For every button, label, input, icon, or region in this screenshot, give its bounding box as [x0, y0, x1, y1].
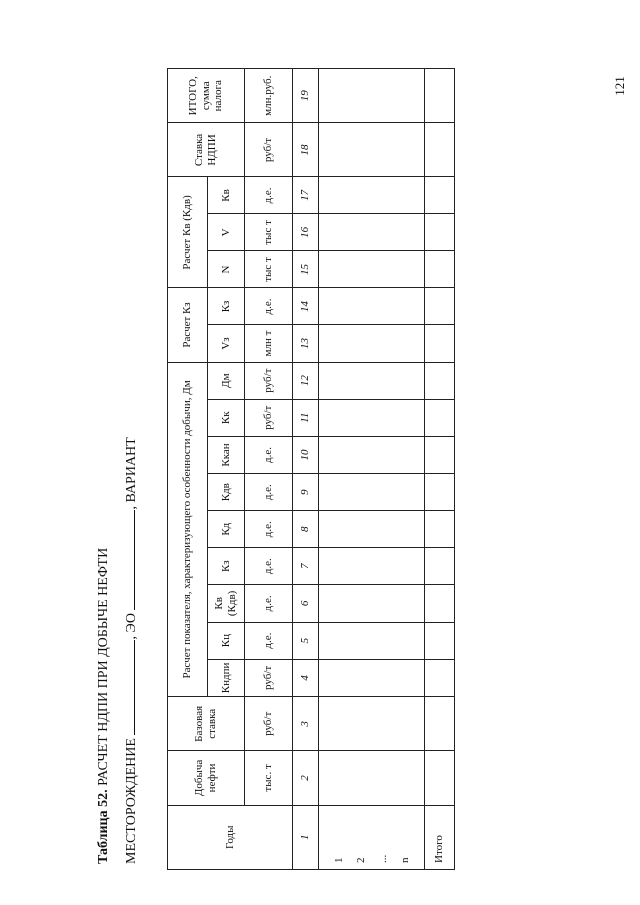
- unit-cell: д.е.: [245, 511, 293, 548]
- empty-cell: [319, 177, 425, 214]
- subheader-kndpi: Кндпи: [208, 659, 245, 697]
- deposit-label: МЕСТОРОЖДЕНИЕ: [124, 738, 139, 864]
- unit-cell: д.е.: [245, 288, 293, 325]
- column-number: 19: [293, 69, 319, 124]
- empty-cell: [425, 325, 455, 362]
- ndpi-table: [167, 68, 455, 870]
- unit-cell: д.е.: [245, 585, 293, 622]
- unit-cell: д.е.: [245, 436, 293, 473]
- subheader-dm: Дм: [208, 362, 245, 399]
- rotated-page-content: [86, 68, 498, 878]
- unit-cell: руб/т: [245, 123, 293, 177]
- column-number: 7: [293, 548, 319, 585]
- empty-cell: [319, 362, 425, 399]
- empty-cell: [319, 251, 425, 288]
- column-number: 6: [293, 585, 319, 622]
- empty-cell: [425, 436, 455, 473]
- empty-cell: [425, 362, 455, 399]
- column-number: 15: [293, 251, 319, 288]
- empty-cell: [425, 177, 455, 214]
- unit-cell: тыс. т: [245, 751, 293, 805]
- subheader-kz: Кз: [208, 548, 245, 585]
- table-caption: [96, 548, 112, 864]
- unit-cell: тыс т: [245, 251, 293, 288]
- column-number: 12: [293, 362, 319, 399]
- empty-cell: [319, 325, 425, 362]
- empty-cell: [425, 511, 455, 548]
- empty-cell: [319, 622, 425, 659]
- empty-cell: [319, 697, 425, 751]
- subheader-kdv: Кдв: [208, 474, 245, 511]
- subheader-vz: Vз: [208, 325, 245, 362]
- deposit-blank-line: [122, 640, 135, 735]
- empty-cell: [319, 399, 425, 436]
- year-row-label: 1: [332, 857, 345, 863]
- column-number: 17: [293, 177, 319, 214]
- unit-cell: тыс т: [245, 214, 293, 251]
- empty-cell: [425, 399, 455, 436]
- year-row-label: ...: [376, 854, 389, 863]
- subheader-kd: Кд: [208, 511, 245, 548]
- table-caption-title: РАСЧЕТ НДПИ ПРИ ДОБЫЧЕ НЕФТИ: [96, 547, 111, 790]
- empty-cell: [319, 436, 425, 473]
- unit-cell: руб/т: [245, 659, 293, 697]
- unit-cell: д.е.: [245, 548, 293, 585]
- header-years: Годы: [168, 805, 293, 869]
- empty-cell: [319, 69, 425, 124]
- unit-cell: млн т: [245, 325, 293, 362]
- empty-cell: [319, 288, 425, 325]
- empty-cell: [319, 751, 425, 805]
- empty-cell: [319, 585, 425, 622]
- column-number: 8: [293, 511, 319, 548]
- empty-cell: [319, 511, 425, 548]
- unit-cell: д.е.: [245, 177, 293, 214]
- subheader-v: V: [208, 214, 245, 251]
- year-rows-labels: [319, 805, 425, 869]
- column-number: 9: [293, 474, 319, 511]
- empty-cell: [425, 622, 455, 659]
- variant-label: , ВАРИАНТ: [124, 437, 139, 510]
- subheader-kc: Кц: [208, 622, 245, 659]
- empty-cell: [425, 585, 455, 622]
- total-row-label: Итого: [425, 805, 455, 869]
- unit-cell: д.е.: [245, 622, 293, 659]
- header-kz-group: Расчет Кз: [168, 288, 208, 362]
- header-dm-group: Расчет показателя, характеризующего особенности добычи, Дм: [168, 362, 208, 697]
- unit-cell: млн.руб.: [245, 69, 293, 124]
- empty-cell: [319, 548, 425, 585]
- empty-cell: [425, 69, 455, 124]
- table-caption-number: Таблица 52.: [96, 789, 111, 864]
- empty-cell: [425, 251, 455, 288]
- header-kv-group: Расчет Кв (Кдв): [168, 177, 208, 288]
- header-ndpi-rate: Ставка НДПИ: [168, 123, 245, 177]
- eo-blank-line: [122, 510, 135, 610]
- subheader-kkan: Ккан: [208, 436, 245, 473]
- year-row-label: n: [398, 857, 411, 863]
- empty-cell: [425, 214, 455, 251]
- empty-cell: [425, 751, 455, 805]
- column-number: 1: [293, 805, 319, 869]
- column-number: 10: [293, 436, 319, 473]
- empty-cell: [319, 123, 425, 177]
- column-number: 14: [293, 288, 319, 325]
- column-number: 3: [293, 697, 319, 751]
- subheader-kv-kdv: Кв (Кдв): [208, 585, 245, 622]
- column-number: 16: [293, 214, 319, 251]
- year-row-label: 2: [354, 857, 367, 863]
- empty-cell: [425, 548, 455, 585]
- empty-cell: [425, 474, 455, 511]
- unit-cell: руб/т: [245, 362, 293, 399]
- eo-label: , ЭО: [124, 613, 139, 640]
- subheader-kv: Кв: [208, 177, 245, 214]
- unit-cell: руб/т: [245, 399, 293, 436]
- header-total-tax: ИТОГО, сумма налога: [168, 69, 245, 124]
- column-number: 2: [293, 751, 319, 805]
- empty-cell: [425, 697, 455, 751]
- empty-cell: [425, 123, 455, 177]
- subheader-kk: Кк: [208, 399, 245, 436]
- column-number: 11: [293, 399, 319, 436]
- empty-cell: [319, 474, 425, 511]
- empty-cell: [425, 659, 455, 697]
- subheader-kz-calc: Кз: [208, 288, 245, 325]
- empty-cell: [319, 214, 425, 251]
- column-number: 13: [293, 325, 319, 362]
- table-subcaption: [122, 437, 140, 864]
- empty-cell: [425, 288, 455, 325]
- column-number: 4: [293, 659, 319, 697]
- column-number: 5: [293, 622, 319, 659]
- column-number: 18: [293, 123, 319, 177]
- empty-cell: [319, 659, 425, 697]
- unit-cell: д.е.: [245, 474, 293, 511]
- header-oil-production: Добыча нефти: [168, 751, 245, 805]
- subheader-n: N: [208, 251, 245, 288]
- unit-cell: руб/т: [245, 697, 293, 751]
- page-number: 121: [612, 76, 627, 96]
- header-base-rate: Базовая ставка: [168, 697, 245, 751]
